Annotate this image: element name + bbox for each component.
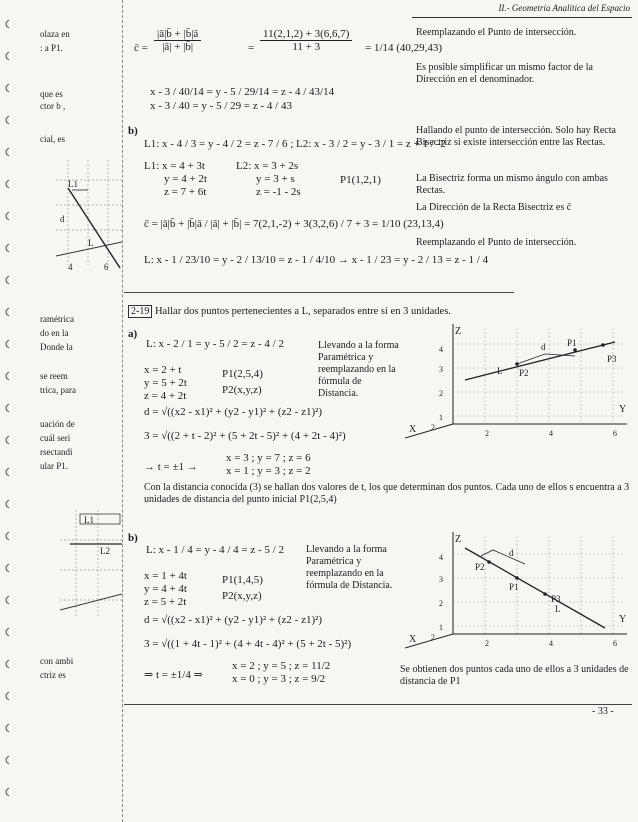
left-fragment: ctriz es xyxy=(40,670,66,680)
point-label: P3 xyxy=(607,354,617,364)
diagram-label: L1 xyxy=(84,515,94,525)
svg-text:4: 4 xyxy=(549,639,553,648)
svg-text:2: 2 xyxy=(485,429,489,438)
diagram-label: 6 xyxy=(104,262,109,272)
param-L2: L2: x = 3 + 2s y = 3 + s z = -1 - 2s xyxy=(236,160,301,198)
page-number: - 33 - xyxy=(592,706,614,717)
header-rule xyxy=(412,17,632,18)
fold-line xyxy=(122,0,123,822)
eq-c-mid-fraction: $\frac{11(2,1,2) + 3(6,6,7)}{11 + 3}$ xyxy=(260,28,352,53)
diagram-label: L2 xyxy=(100,546,110,556)
diagram-label: d xyxy=(541,342,546,352)
point-label: P2 xyxy=(475,562,485,572)
eq-line-a: L: x - 2 / 1 = y - 5 / 2 = z - 4 / 2 xyxy=(146,338,284,350)
t-solution: ⇒ t = ±1/4 ⇒ xyxy=(144,669,203,681)
point-label: P3 xyxy=(551,594,561,604)
left-fragment: cial, es xyxy=(40,134,65,144)
note: La Bisectriz forma un mismo ángulo con ambas Rectas. xyxy=(416,173,608,196)
axis-label: Y xyxy=(619,404,627,415)
eq-L-b: L: x - 1 / 23/10 = y - 2 / 13/10 = z - 1 / 4/10 → x - 1 / 23 = y - 2 / 13 = z - 1 / 4 xyxy=(144,254,489,266)
conclusion: Se obtienen dos puntos cada uno de ellos a 3 unidades de distancia de P1 xyxy=(400,664,629,687)
left-fragment: do en la xyxy=(40,328,69,338)
svg-text:2: 2 xyxy=(439,599,443,608)
left-fragment: cuál seri xyxy=(40,433,71,443)
left-diagram-top xyxy=(28,160,122,272)
svg-text:3: 3 xyxy=(439,365,443,374)
diagram-label: L xyxy=(88,238,94,248)
points-solution: x = 2 ; y = 5 ; z = 11/2 x = 0 ; y = 3 ; z = 9/2 xyxy=(232,660,331,685)
eq-c-fraction: $\frac{|ā|b̄ + |b̄|ā}{|ā| + |b̄|}$ xyxy=(154,28,201,53)
page-header: II.- Geometría Analítica del Espacio xyxy=(498,3,630,13)
left-fragment: : a P1. xyxy=(40,43,63,53)
diagram-label: d xyxy=(60,214,65,224)
left-fragment: uación de xyxy=(40,419,75,429)
eq-lines: L1: x - 4 / 3 = y - 4 / 2 = z - 7 / 6 ; L2: x - 3 / 2 = y - 3 / 1 = z + 1 / -2 xyxy=(144,138,446,150)
note: Es posible simplificar un mismo factor de la Dirección en el denominador. xyxy=(416,62,593,85)
left-fragment: con ambi xyxy=(40,656,74,666)
diagram-label: 4 xyxy=(68,262,73,272)
points-a: P1(2,5,4) P2(x,y,z) xyxy=(222,368,263,396)
distance-substitution: 3 = √((2 + t - 2)² + (5 + 2t - 5)² + (4 + 2t - 4)²) xyxy=(144,430,346,442)
diagram-part-b xyxy=(405,528,630,650)
axis-label: Z xyxy=(455,534,462,545)
svg-text:4: 4 xyxy=(439,553,443,562)
diagram-label: L xyxy=(555,604,561,614)
point-label: P1 xyxy=(509,582,519,592)
note: La Dirección de la Recta Bisectriz es c̄ xyxy=(416,202,572,213)
param-b: x = 1 + 4t y = 4 + 4t z = 5 + 2t xyxy=(144,570,187,608)
eq-c-result: = 1/14 (40,29,43) xyxy=(365,42,443,54)
eq-c-b: c̄ = |ā|b̄ + |b̄|ā / |ā| + |b̄| = 7(2,1,-2) + 3(3,2,6) / 7 + 3 = 1/10 (23,13,4) xyxy=(144,218,444,230)
distance-formula: d = √((x2 - x1)² + (y2 - y1)² + (z2 - z1)²) xyxy=(144,406,323,418)
diagram-label: L xyxy=(497,366,503,376)
axis-label: Z xyxy=(455,326,462,337)
left-fragment: ular P1. xyxy=(40,461,68,471)
eq-L-a-simplified: x - 3 / 40 = y - 5 / 29 = z - 4 / 43 xyxy=(150,100,292,112)
note: Llevando a la forma Paramétrica y reemplazando en la fórmula de Distancia. xyxy=(306,544,393,591)
axis-label: X xyxy=(409,424,417,435)
point-label: P2 xyxy=(519,368,529,378)
problem-statement: 2-19 Hallar dos puntos pertenecientes a L, separados entre sí en 3 unidades. xyxy=(128,306,451,318)
left-diagram-bottom xyxy=(60,510,122,620)
binder-edge xyxy=(0,0,14,822)
svg-text:3: 3 xyxy=(439,575,443,584)
intersection-point: P1(1,2,1) xyxy=(340,174,381,186)
left-fragment: trica, para xyxy=(40,385,76,395)
distance-formula: d = √((x2 - x1)² + (y2 - y1)² + (z2 - z1)²) xyxy=(144,614,323,626)
separator xyxy=(124,292,514,293)
part-label: b) xyxy=(128,125,138,137)
svg-text:1: 1 xyxy=(439,413,443,422)
left-fragment: rsectandi xyxy=(40,447,73,457)
left-fragment: se reem xyxy=(40,371,68,381)
left-fragment: ctor b , xyxy=(40,101,66,111)
diagram-label: d xyxy=(509,548,514,558)
diagram-part-a xyxy=(405,320,630,440)
t-solution: → t = ±1 → xyxy=(144,461,198,473)
part-label: a) xyxy=(128,328,138,340)
note: Reemplazando el Punto de intersección. xyxy=(416,27,577,38)
distance-substitution: 3 = √((1 + 4t - 1)² + (4 + 4t - 4)² + (5 + 2t - 5)²) xyxy=(144,638,352,650)
note: Hallando el punto de intersección. Solo hay Recta Bisectriz si existe intersección entre las Rectas. xyxy=(416,125,616,148)
point-label: P1 xyxy=(567,338,577,348)
footer-rule xyxy=(124,704,632,705)
part-label: b) xyxy=(128,532,138,544)
note: Llevando a la forma Paramétrica y reemplazando en la fórmula de Distancia. xyxy=(318,340,399,399)
left-fragment: ramétrica xyxy=(40,314,74,324)
svg-text:2: 2 xyxy=(485,639,489,648)
param-L1: L1: x = 4 + 3t y = 4 + 2t z = 7 + 6t xyxy=(144,160,207,198)
svg-text:1: 1 xyxy=(439,623,443,632)
left-fragment: Donde la xyxy=(40,342,73,352)
svg-text:4: 4 xyxy=(549,429,553,438)
axis-label: Y xyxy=(619,614,627,625)
diagram-label: L1 xyxy=(68,179,78,189)
problem-number: 2-19 xyxy=(128,305,152,318)
left-fragment: olaza en xyxy=(40,29,70,39)
eq-c-lhs: c̄ = xyxy=(134,42,148,54)
svg-text:2: 2 xyxy=(431,423,435,432)
conclusion: Con la distancia conocida (3) se hallan dos valores de t, los que determinan dos puntos. Cada uno de ellos s encuentra a 3 unidades de distancia del punto inicial P1(2,5,4) xyxy=(144,482,630,505)
svg-text:6: 6 xyxy=(613,429,617,438)
eq-line-b: L: x - 1 / 4 = y - 4 / 4 = z - 5 / 2 xyxy=(146,544,284,556)
svg-text:4: 4 xyxy=(439,345,443,354)
points-b: P1(1,4,5) P2(x,y,z) xyxy=(222,574,263,602)
axis-label: X xyxy=(409,634,417,645)
svg-text:6: 6 xyxy=(613,639,617,648)
left-fragment: que es xyxy=(40,89,63,99)
eq-L-a: x - 3 / 40/14 = y - 5 / 29/14 = z - 4 / 43/14 xyxy=(150,86,335,98)
svg-text:2: 2 xyxy=(431,633,435,642)
param-a: x = 2 + t y = 5 + 2t z = 4 + 2t xyxy=(144,364,187,402)
note: Reemplazando el Punto de intersección. xyxy=(416,237,577,248)
points-solution: x = 3 ; y = 7 ; z = 6 x = 1 ; y = 3 ; z = 2 xyxy=(226,452,311,477)
svg-text:2: 2 xyxy=(439,389,443,398)
